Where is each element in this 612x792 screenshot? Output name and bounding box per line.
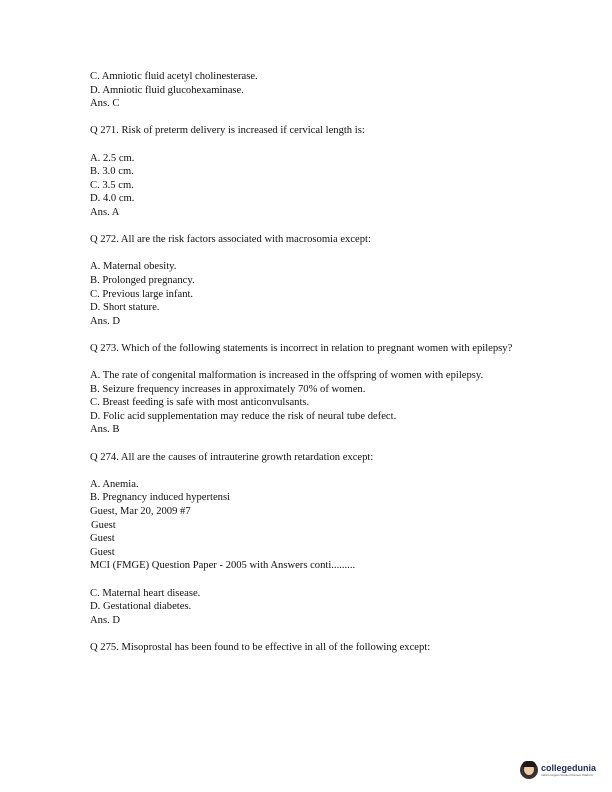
guest-post-date: Guest, Mar 20, 2009 #7 — [90, 506, 191, 517]
question-272-answer: Ans. D — [90, 315, 121, 327]
question-271: Q 271. Risk of preterm delivery is increased if cervical length is: — [90, 125, 365, 137]
question-272-option-b: B. Prolonged pregnancy. — [90, 274, 195, 286]
question-273-option-b: B. Seizure frequency increases in approximately 70% of women. — [90, 383, 366, 395]
question-274-answer: Ans. D — [90, 614, 121, 626]
answer: Ans. C — [90, 98, 120, 110]
student-avatar-icon — [520, 761, 538, 779]
question-273: Q 273. Which of the following statements is incorrect in relation to pregnant women with epilepsy? — [90, 342, 513, 354]
logo-name: collegedunia — [541, 763, 597, 773]
question-271-option-a: A. 2.5 cm. — [90, 152, 135, 164]
guest-label: Guest — [91, 519, 116, 531]
question-272-option-d: D. Short stature. — [90, 302, 160, 314]
option-c: C. Amniotic fluid acetyl cholinesterase. — [90, 71, 258, 82]
question-273-option-d: D. Folic acid supplementation may reduce the risk of neural tube defect. — [90, 410, 397, 422]
question-272-option-c: C. Previous large infant. — [90, 288, 194, 300]
question-275: Q 275. Misoprostal has been found to be effective in all of the following except: — [90, 641, 431, 653]
collegedunia-logo[interactable] — [520, 756, 600, 784]
question-274-option-b: B. Pregnancy induced hypertensi — [90, 492, 231, 504]
question-271-option-b: B. 3.0 cm. — [90, 166, 134, 178]
guest-label: Guest — [90, 533, 115, 545]
question-272: Q 272. All are the risk factors associated with macrosomia except: — [90, 234, 371, 246]
logo-tagline: India's largest Student Review Platform — [541, 773, 594, 777]
question-272-option-a: A. Maternal obesity. — [90, 261, 177, 273]
guest-label: Guest — [90, 546, 115, 558]
question-273-answer: Ans. B — [90, 424, 120, 436]
question-274-option-c: C. Maternal heart disease. — [90, 587, 201, 599]
question-274: Q 274. All are the causes of intrauterine growth retardation except: — [90, 451, 374, 463]
question-271-option-d: D. 4.0 cm. — [90, 193, 135, 205]
option-d: D. Amniotic fluid glucohexaminase. — [90, 84, 244, 96]
question-271-option-c: C. 3.5 cm. — [90, 179, 134, 191]
question-273-option-a: A. The rate of congenital malformation is increased in the offspring of women with epilepsy. — [90, 370, 484, 382]
document-page — [90, 70, 540, 655]
question-273-option-c: C. Breast feeding is safe with most anticonvulsants. — [90, 397, 310, 409]
logo-text — [541, 763, 596, 777]
continuation-heading: MCI (FMGE) Question Paper - 2005 with Answers conti......... — [90, 560, 356, 572]
question-274-option-d: D. Gestational diabetes. — [90, 601, 192, 613]
question-271-answer: Ans. A — [90, 206, 120, 218]
question-274-option-a: A. Anemia. — [90, 478, 139, 490]
